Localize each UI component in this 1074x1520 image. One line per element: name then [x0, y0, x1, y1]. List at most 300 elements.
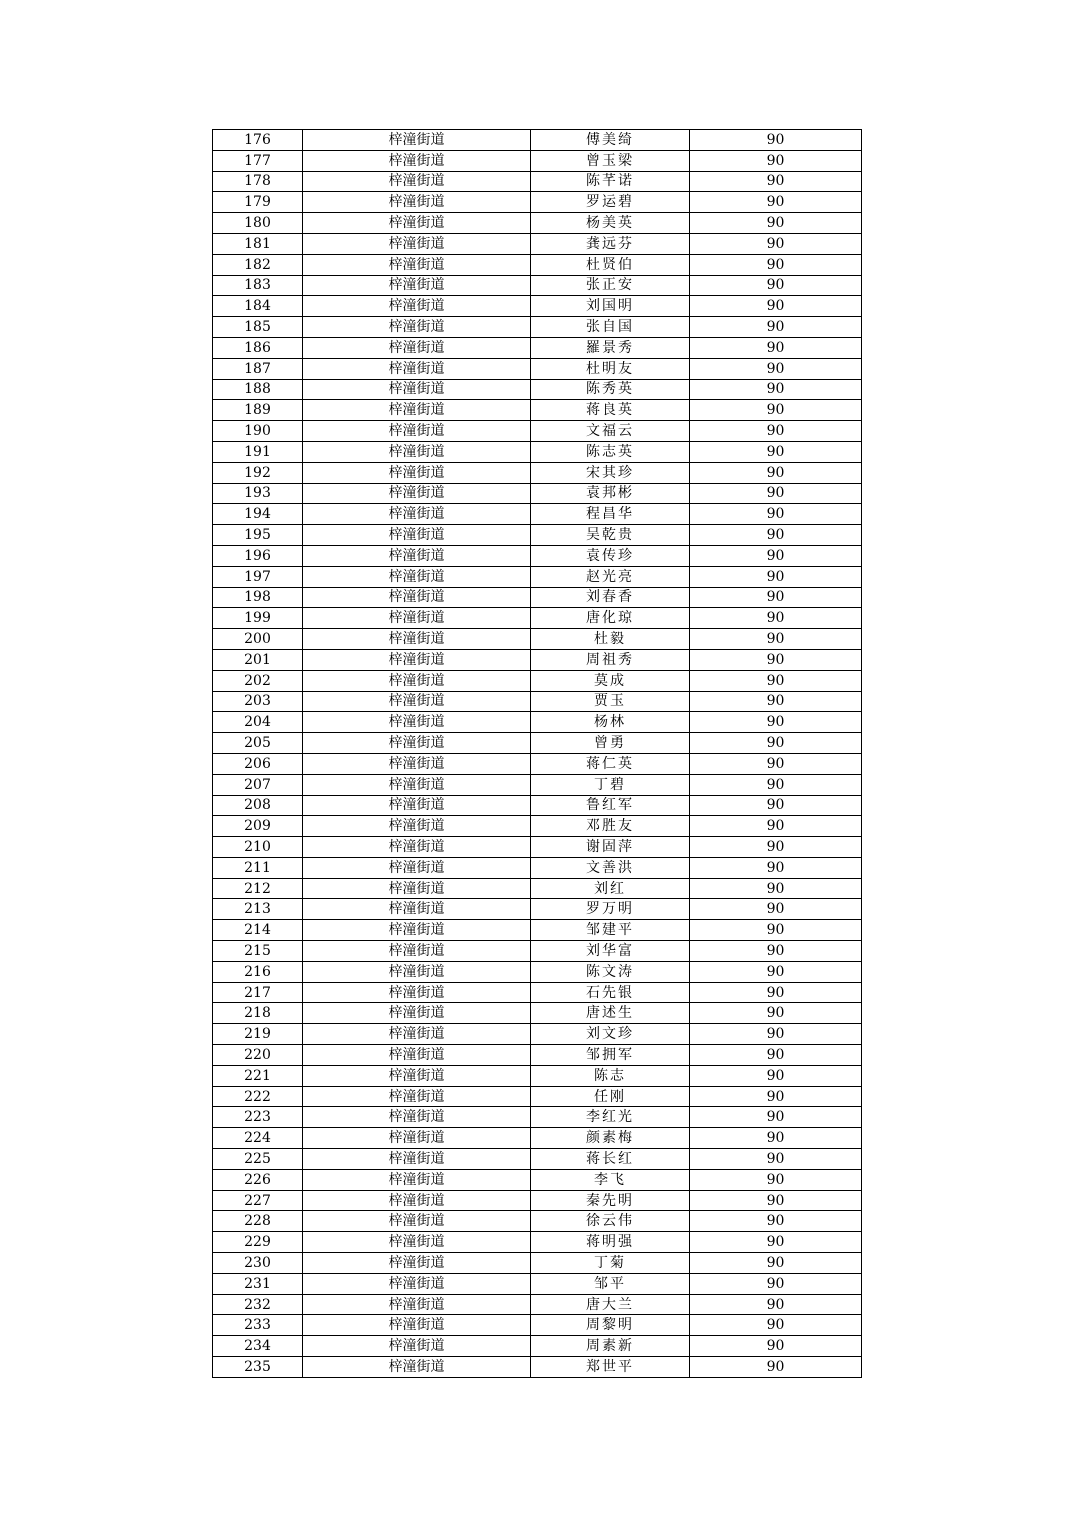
street-cell: 梓潼街道	[303, 1211, 531, 1232]
street-cell: 梓潼街道	[303, 400, 531, 421]
row-number-cell: 230	[213, 1253, 303, 1274]
row-number-cell: 228	[213, 1211, 303, 1232]
row-number-cell: 194	[213, 504, 303, 525]
amount-cell: 90	[690, 233, 862, 254]
row-number-cell: 180	[213, 213, 303, 234]
table-row	[213, 566, 862, 587]
name-cell: 丁菊	[531, 1253, 690, 1274]
name-cell: 秦先明	[531, 1190, 690, 1211]
table-row	[213, 296, 862, 317]
street-cell: 梓潼街道	[303, 1086, 531, 1107]
amount-cell: 90	[690, 1336, 862, 1357]
row-number-cell: 202	[213, 670, 303, 691]
table-row	[213, 691, 862, 712]
street-cell: 梓潼街道	[303, 816, 531, 837]
table-row	[213, 213, 862, 234]
amount-cell: 90	[690, 753, 862, 774]
table-row	[213, 857, 862, 878]
street-cell: 梓潼街道	[303, 795, 531, 816]
name-cell: 蒋良英	[531, 400, 690, 421]
row-number-cell: 223	[213, 1107, 303, 1128]
street-cell: 梓潼街道	[303, 254, 531, 275]
street-cell: 梓潼街道	[303, 317, 531, 338]
row-number-cell: 213	[213, 899, 303, 920]
row-number-cell: 216	[213, 961, 303, 982]
row-number-cell: 182	[213, 254, 303, 275]
street-cell: 梓潼街道	[303, 192, 531, 213]
amount-cell: 90	[690, 982, 862, 1003]
row-number-cell: 221	[213, 1065, 303, 1086]
amount-cell: 90	[690, 296, 862, 317]
row-number-cell: 200	[213, 629, 303, 650]
street-cell: 梓潼街道	[303, 275, 531, 296]
amount-cell: 90	[690, 483, 862, 504]
amount-cell: 90	[690, 629, 862, 650]
name-cell: 周黎明	[531, 1315, 690, 1336]
amount-cell: 90	[690, 545, 862, 566]
amount-cell: 90	[690, 192, 862, 213]
amount-cell: 90	[690, 941, 862, 962]
row-number-cell: 193	[213, 483, 303, 504]
row-number-cell: 204	[213, 712, 303, 733]
row-number-cell: 227	[213, 1190, 303, 1211]
street-cell: 梓潼街道	[303, 1232, 531, 1253]
street-cell: 梓潼街道	[303, 1149, 531, 1170]
row-number-cell: 177	[213, 150, 303, 171]
amount-cell: 90	[690, 857, 862, 878]
street-cell: 梓潼街道	[303, 1273, 531, 1294]
table-row	[213, 171, 862, 192]
table-row	[213, 753, 862, 774]
street-cell: 梓潼街道	[303, 857, 531, 878]
table-row	[213, 379, 862, 400]
name-cell: 邹拥军	[531, 1045, 690, 1066]
table-row	[213, 275, 862, 296]
amount-cell: 90	[690, 1273, 862, 1294]
row-number-cell: 187	[213, 358, 303, 379]
row-number-cell: 226	[213, 1169, 303, 1190]
amount-cell: 90	[690, 608, 862, 629]
name-cell: 张正安	[531, 275, 690, 296]
amount-cell: 90	[690, 462, 862, 483]
name-cell: 陈志	[531, 1065, 690, 1086]
row-number-cell: 208	[213, 795, 303, 816]
name-cell: 龚远芬	[531, 233, 690, 254]
street-cell: 梓潼街道	[303, 462, 531, 483]
row-number-cell: 220	[213, 1045, 303, 1066]
street-cell: 梓潼街道	[303, 1357, 531, 1378]
row-number-cell: 188	[213, 379, 303, 400]
row-number-cell: 184	[213, 296, 303, 317]
amount-cell: 90	[690, 1149, 862, 1170]
street-cell: 梓潼街道	[303, 483, 531, 504]
row-number-cell: 207	[213, 774, 303, 795]
amount-cell: 90	[690, 379, 862, 400]
street-cell: 梓潼街道	[303, 441, 531, 462]
table-row	[213, 462, 862, 483]
amount-cell: 90	[690, 1045, 862, 1066]
name-cell: 谢固萍	[531, 837, 690, 858]
amount-cell: 90	[690, 649, 862, 670]
row-number-cell: 196	[213, 545, 303, 566]
street-cell: 梓潼街道	[303, 213, 531, 234]
table-row	[213, 774, 862, 795]
name-cell: 宋其珍	[531, 462, 690, 483]
name-cell: 郑世平	[531, 1357, 690, 1378]
amount-cell: 90	[690, 1024, 862, 1045]
street-cell: 梓潼街道	[303, 296, 531, 317]
amount-cell: 90	[690, 1169, 862, 1190]
name-cell: 刘春香	[531, 587, 690, 608]
table-row	[213, 150, 862, 171]
name-cell: 蒋明强	[531, 1232, 690, 1253]
amount-cell: 90	[690, 1128, 862, 1149]
street-cell: 梓潼街道	[303, 982, 531, 1003]
table-row	[213, 587, 862, 608]
name-cell: 杨美英	[531, 213, 690, 234]
row-number-cell: 199	[213, 608, 303, 629]
table-row	[213, 504, 862, 525]
street-cell: 梓潼街道	[303, 1294, 531, 1315]
row-number-cell: 181	[213, 233, 303, 254]
table-row	[213, 712, 862, 733]
table-row	[213, 192, 862, 213]
amount-cell: 90	[690, 1357, 862, 1378]
name-cell: 袁传珍	[531, 545, 690, 566]
table-row	[213, 1357, 862, 1378]
amount-cell: 90	[690, 1315, 862, 1336]
amount-cell: 90	[690, 691, 862, 712]
name-cell: 任刚	[531, 1086, 690, 1107]
row-number-cell: 233	[213, 1315, 303, 1336]
name-cell: 陈志英	[531, 441, 690, 462]
name-cell: 贾玉	[531, 691, 690, 712]
amount-cell: 90	[690, 587, 862, 608]
street-cell: 梓潼街道	[303, 130, 531, 151]
amount-cell: 90	[690, 712, 862, 733]
table-row	[213, 130, 862, 151]
row-number-cell: 205	[213, 733, 303, 754]
name-cell: 莫成	[531, 670, 690, 691]
amount-cell: 90	[690, 171, 862, 192]
name-cell: 刘国明	[531, 296, 690, 317]
table-row	[213, 920, 862, 941]
row-number-cell: 183	[213, 275, 303, 296]
table-row	[213, 649, 862, 670]
street-cell: 梓潼街道	[303, 421, 531, 442]
street-cell: 梓潼街道	[303, 670, 531, 691]
street-cell: 梓潼街道	[303, 1107, 531, 1128]
name-cell: 傅美绮	[531, 130, 690, 151]
name-cell: 刘红	[531, 878, 690, 899]
table-row	[213, 670, 862, 691]
street-cell: 梓潼街道	[303, 233, 531, 254]
amount-cell: 90	[690, 566, 862, 587]
table-row	[213, 545, 862, 566]
street-cell: 梓潼街道	[303, 733, 531, 754]
name-cell: 鲁红军	[531, 795, 690, 816]
name-cell: 蒋仁英	[531, 753, 690, 774]
row-number-cell: 192	[213, 462, 303, 483]
amount-cell: 90	[690, 337, 862, 358]
table-row	[213, 1211, 862, 1232]
row-number-cell: 225	[213, 1149, 303, 1170]
row-number-cell: 185	[213, 317, 303, 338]
street-cell: 梓潼街道	[303, 961, 531, 982]
name-cell: 曾玉梁	[531, 150, 690, 171]
street-cell: 梓潼街道	[303, 525, 531, 546]
amount-cell: 90	[690, 899, 862, 920]
amount-cell: 90	[690, 1253, 862, 1274]
amount-cell: 90	[690, 358, 862, 379]
amount-cell: 90	[690, 1065, 862, 1086]
row-number-cell: 195	[213, 525, 303, 546]
amount-cell: 90	[690, 504, 862, 525]
amount-cell: 90	[690, 961, 862, 982]
amount-cell: 90	[690, 525, 862, 546]
row-number-cell: 197	[213, 566, 303, 587]
row-number-cell: 218	[213, 1003, 303, 1024]
name-cell: 羅景秀	[531, 337, 690, 358]
street-cell: 梓潼街道	[303, 691, 531, 712]
name-cell: 曾勇	[531, 733, 690, 754]
table-row	[213, 317, 862, 338]
street-cell: 梓潼街道	[303, 1128, 531, 1149]
name-cell: 文福云	[531, 421, 690, 442]
row-number-cell: 235	[213, 1357, 303, 1378]
row-number-cell: 214	[213, 920, 303, 941]
row-number-cell: 179	[213, 192, 303, 213]
name-cell: 李飞	[531, 1169, 690, 1190]
table-body	[213, 130, 862, 1378]
beneficiary-table	[212, 129, 862, 1378]
amount-cell: 90	[690, 733, 862, 754]
name-cell: 杨林	[531, 712, 690, 733]
table-row	[213, 733, 862, 754]
table-row	[213, 1107, 862, 1128]
row-number-cell: 206	[213, 753, 303, 774]
amount-cell: 90	[690, 400, 862, 421]
row-number-cell: 222	[213, 1086, 303, 1107]
table-row	[213, 816, 862, 837]
amount-cell: 90	[690, 275, 862, 296]
name-cell: 杜贤伯	[531, 254, 690, 275]
street-cell: 梓潼街道	[303, 171, 531, 192]
amount-cell: 90	[690, 1232, 862, 1253]
street-cell: 梓潼街道	[303, 566, 531, 587]
street-cell: 梓潼街道	[303, 1253, 531, 1274]
name-cell: 赵光亮	[531, 566, 690, 587]
street-cell: 梓潼街道	[303, 899, 531, 920]
row-number-cell: 191	[213, 441, 303, 462]
table-row	[213, 337, 862, 358]
table-row	[213, 1253, 862, 1274]
amount-cell: 90	[690, 878, 862, 899]
row-number-cell: 189	[213, 400, 303, 421]
table-row	[213, 1169, 862, 1190]
street-cell: 梓潼街道	[303, 587, 531, 608]
name-cell: 陈芊诺	[531, 171, 690, 192]
street-cell: 梓潼街道	[303, 150, 531, 171]
name-cell: 罗运碧	[531, 192, 690, 213]
table-row	[213, 982, 862, 1003]
amount-cell: 90	[690, 254, 862, 275]
amount-cell: 90	[690, 774, 862, 795]
amount-cell: 90	[690, 1211, 862, 1232]
row-number-cell: 219	[213, 1024, 303, 1045]
amount-cell: 90	[690, 670, 862, 691]
name-cell: 周祖秀	[531, 649, 690, 670]
row-number-cell: 215	[213, 941, 303, 962]
street-cell: 梓潼街道	[303, 1315, 531, 1336]
name-cell: 刘文珍	[531, 1024, 690, 1045]
table-row	[213, 1086, 862, 1107]
row-number-cell: 211	[213, 857, 303, 878]
street-cell: 梓潼街道	[303, 629, 531, 650]
name-cell: 邓胜友	[531, 816, 690, 837]
name-cell: 徐云伟	[531, 1211, 690, 1232]
amount-cell: 90	[690, 213, 862, 234]
street-cell: 梓潼街道	[303, 1190, 531, 1211]
table-row	[213, 1128, 862, 1149]
name-cell: 邹平	[531, 1273, 690, 1294]
row-number-cell: 231	[213, 1273, 303, 1294]
street-cell: 梓潼街道	[303, 753, 531, 774]
row-number-cell: 198	[213, 587, 303, 608]
table-row	[213, 941, 862, 962]
name-cell: 杜明友	[531, 358, 690, 379]
amount-cell: 90	[690, 795, 862, 816]
table-row	[213, 629, 862, 650]
table-row	[213, 1149, 862, 1170]
street-cell: 梓潼街道	[303, 774, 531, 795]
table-row	[213, 400, 862, 421]
street-cell: 梓潼街道	[303, 920, 531, 941]
street-cell: 梓潼街道	[303, 712, 531, 733]
name-cell: 周素新	[531, 1336, 690, 1357]
amount-cell: 90	[690, 1003, 862, 1024]
name-cell: 蒋长红	[531, 1149, 690, 1170]
street-cell: 梓潼街道	[303, 545, 531, 566]
row-number-cell: 212	[213, 878, 303, 899]
table-row	[213, 358, 862, 379]
name-cell: 李红光	[531, 1107, 690, 1128]
street-cell: 梓潼街道	[303, 504, 531, 525]
table-row	[213, 837, 862, 858]
row-number-cell: 234	[213, 1336, 303, 1357]
street-cell: 梓潼街道	[303, 379, 531, 400]
amount-cell: 90	[690, 920, 862, 941]
name-cell: 石先银	[531, 982, 690, 1003]
street-cell: 梓潼街道	[303, 649, 531, 670]
row-number-cell: 232	[213, 1294, 303, 1315]
row-number-cell: 203	[213, 691, 303, 712]
amount-cell: 90	[690, 150, 862, 171]
table-row	[213, 1045, 862, 1066]
table-row	[213, 441, 862, 462]
table-row	[213, 421, 862, 442]
table-row	[213, 1273, 862, 1294]
table-row	[213, 1024, 862, 1045]
name-cell: 文善洪	[531, 857, 690, 878]
table-row	[213, 608, 862, 629]
name-cell: 张自国	[531, 317, 690, 338]
table-row	[213, 254, 862, 275]
name-cell: 唐化琼	[531, 608, 690, 629]
name-cell: 程昌华	[531, 504, 690, 525]
name-cell: 唐述生	[531, 1003, 690, 1024]
row-number-cell: 229	[213, 1232, 303, 1253]
table-row	[213, 899, 862, 920]
table-row	[213, 795, 862, 816]
street-cell: 梓潼街道	[303, 837, 531, 858]
row-number-cell: 190	[213, 421, 303, 442]
row-number-cell: 186	[213, 337, 303, 358]
name-cell: 杜毅	[531, 629, 690, 650]
amount-cell: 90	[690, 1294, 862, 1315]
row-number-cell: 201	[213, 649, 303, 670]
table-row	[213, 1065, 862, 1086]
row-number-cell: 210	[213, 837, 303, 858]
street-cell: 梓潼街道	[303, 1169, 531, 1190]
row-number-cell: 178	[213, 171, 303, 192]
name-cell: 罗万明	[531, 899, 690, 920]
row-number-cell: 209	[213, 816, 303, 837]
table-row	[213, 1003, 862, 1024]
street-cell: 梓潼街道	[303, 1003, 531, 1024]
amount-cell: 90	[690, 317, 862, 338]
street-cell: 梓潼街道	[303, 337, 531, 358]
table-row	[213, 525, 862, 546]
table-row	[213, 233, 862, 254]
table-row	[213, 1315, 862, 1336]
table-row	[213, 483, 862, 504]
amount-cell: 90	[690, 1190, 862, 1211]
name-cell: 陈文涛	[531, 961, 690, 982]
amount-cell: 90	[690, 130, 862, 151]
amount-cell: 90	[690, 1107, 862, 1128]
table-row	[213, 1294, 862, 1315]
table-row	[213, 1232, 862, 1253]
street-cell: 梓潼街道	[303, 1336, 531, 1357]
amount-cell: 90	[690, 441, 862, 462]
street-cell: 梓潼街道	[303, 941, 531, 962]
name-cell: 刘华富	[531, 941, 690, 962]
row-number-cell: 217	[213, 982, 303, 1003]
table-row	[213, 1190, 862, 1211]
amount-cell: 90	[690, 421, 862, 442]
table-row	[213, 878, 862, 899]
street-cell: 梓潼街道	[303, 878, 531, 899]
street-cell: 梓潼街道	[303, 1045, 531, 1066]
amount-cell: 90	[690, 837, 862, 858]
row-number-cell: 176	[213, 130, 303, 151]
table-row	[213, 1336, 862, 1357]
name-cell: 邹建平	[531, 920, 690, 941]
amount-cell: 90	[690, 816, 862, 837]
name-cell: 颜素梅	[531, 1128, 690, 1149]
name-cell: 吴乾贵	[531, 525, 690, 546]
street-cell: 梓潼街道	[303, 358, 531, 379]
street-cell: 梓潼街道	[303, 1024, 531, 1045]
name-cell: 袁邦彬	[531, 483, 690, 504]
name-cell: 唐大兰	[531, 1294, 690, 1315]
amount-cell: 90	[690, 1086, 862, 1107]
name-cell: 陈秀英	[531, 379, 690, 400]
table-row	[213, 961, 862, 982]
street-cell: 梓潼街道	[303, 608, 531, 629]
row-number-cell: 224	[213, 1128, 303, 1149]
